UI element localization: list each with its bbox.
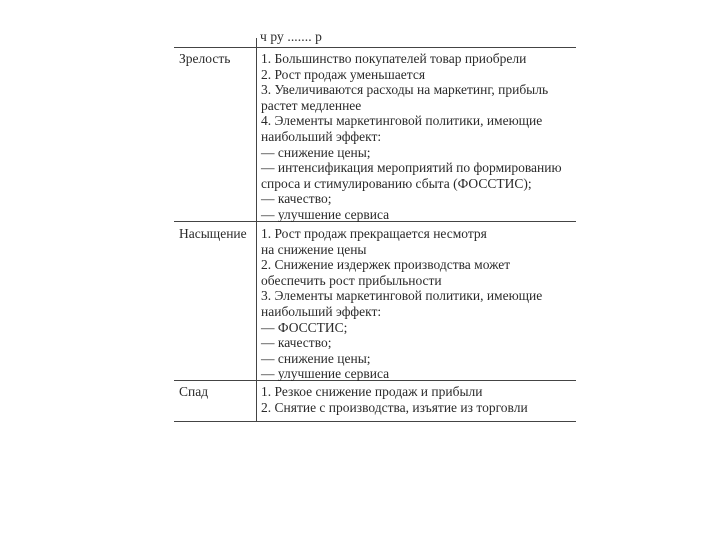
description-line: 2. Снижение издержек производства может <box>261 257 511 273</box>
clipped-previous-row-text: ч ру ....... р <box>260 29 323 44</box>
description-line: — качество; <box>261 191 332 207</box>
description-line: 3. Увеличиваются расходы на маркетинг, прибыль <box>261 82 549 98</box>
description-line: — улучшение сервиса <box>261 366 390 382</box>
stage-description-maturity <box>261 51 573 223</box>
stage-label-saturation: Насыщение <box>179 226 247 241</box>
description-line: наибольший эффект: <box>261 128 382 144</box>
row-divider <box>174 421 576 422</box>
description-line: 2. Рост продаж уменьшается <box>261 66 426 82</box>
description-line: — интенсификация мероприятий по формированию <box>261 160 562 176</box>
stage-label-maturity: Зрелость <box>179 51 231 66</box>
description-line: спроса и стимулированию сбыта (ФОССТИС); <box>261 175 532 191</box>
column-divider <box>256 38 257 422</box>
description-line: обеспечить рост прибыльности <box>261 272 442 288</box>
stage-description-decline <box>261 384 573 415</box>
description-line: — снижение цены; <box>261 350 371 366</box>
stage-description-saturation <box>261 226 573 382</box>
description-line: — улучшение сервиса <box>261 206 390 222</box>
description-line: — ФОССТИС; <box>261 319 348 335</box>
description-line: 1. Резкое снижение продаж и прибыли <box>261 384 483 399</box>
description-line: 1. Большинство покупателей товар приобрели <box>261 51 527 66</box>
description-line: наибольший эффект: <box>261 303 382 319</box>
stage-label-decline: Спад <box>179 384 209 399</box>
description-line: 4. Элементы маркетинговой политики, имеющие <box>261 113 543 129</box>
description-line: 2. Снятие с производства, изъятие из торговли <box>261 399 528 415</box>
row-divider <box>174 47 576 48</box>
description-line: 3. Элементы маркетинговой политики, имеющие <box>261 288 543 304</box>
description-line: растет медленнее <box>261 97 362 113</box>
description-line: на снижение цены <box>261 241 367 257</box>
description-line: — качество; <box>261 335 332 351</box>
description-line: — снижение цены; <box>261 144 371 160</box>
description-line: 1. Рост продаж прекращается несмотря <box>261 226 487 241</box>
